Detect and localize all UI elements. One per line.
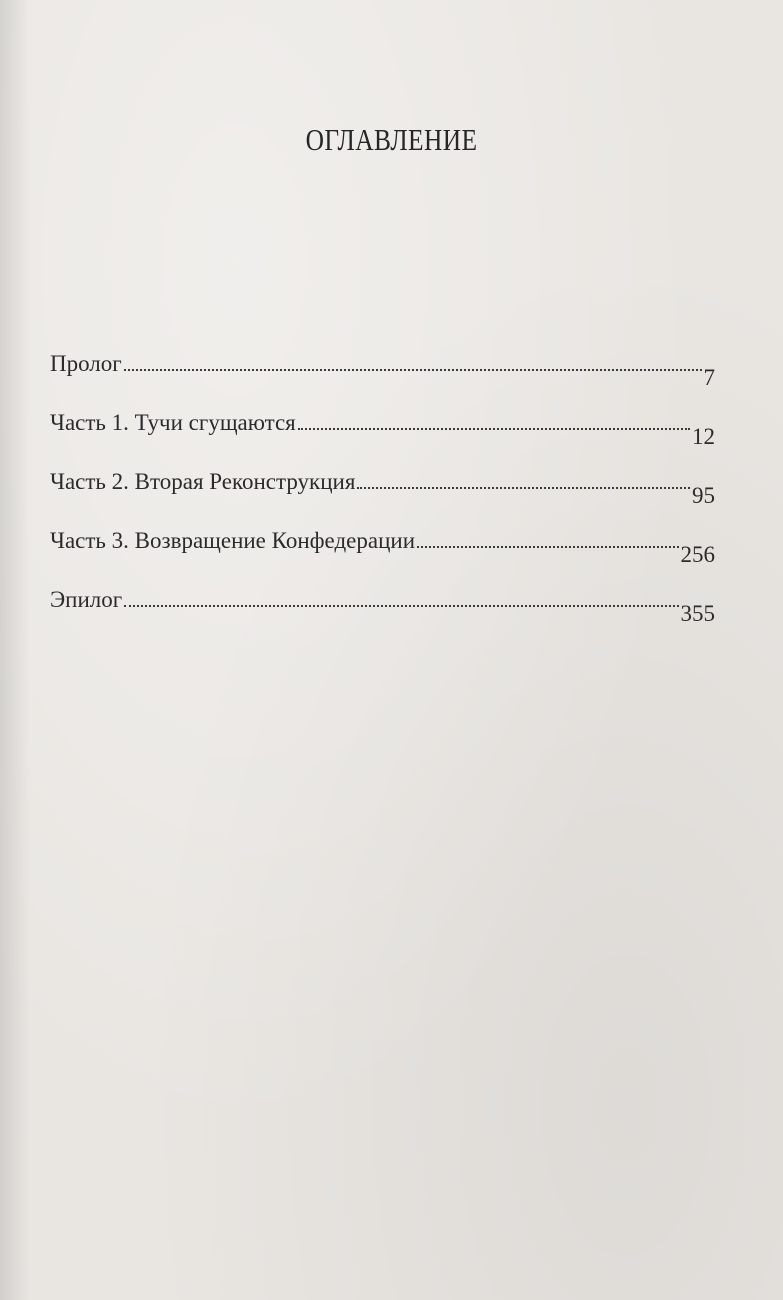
- toc-dot-leader: [417, 546, 678, 548]
- toc-dot-leader: [298, 428, 690, 430]
- page-title: ОГЛАВЛЕНИЕ: [305, 122, 478, 157]
- toc-dot-leader: [357, 487, 690, 489]
- toc-entry-part-1: [50, 391, 715, 450]
- table-of-contents: [50, 332, 715, 627]
- toc-entry-page: 95: [692, 483, 715, 508]
- toc-entry-page: 256: [680, 542, 715, 567]
- toc-entry-part-2: [50, 450, 715, 509]
- toc-entry-page: 355: [680, 601, 715, 626]
- toc-entry-prologue: [50, 332, 715, 391]
- toc-entry-label: Эпилог: [50, 587, 123, 612]
- toc-entry-page: 12: [692, 424, 715, 449]
- toc-dot-leader: [124, 605, 678, 607]
- toc-dot-leader: [124, 369, 702, 371]
- toc-entry-label: Пролог: [50, 351, 122, 376]
- toc-entry-epilogue: [50, 568, 715, 627]
- toc-entry-part-3: [50, 509, 715, 568]
- toc-entry-label: Часть 2. Вторая Реконструкция: [50, 469, 356, 494]
- page-shadow: [0, 0, 30, 1300]
- toc-entry-label: Часть 1. Тучи сгущаются: [50, 410, 296, 435]
- toc-entry-label: Часть 3. Возвращение Конфедерации: [50, 528, 416, 553]
- toc-entry-page: 7: [703, 365, 715, 390]
